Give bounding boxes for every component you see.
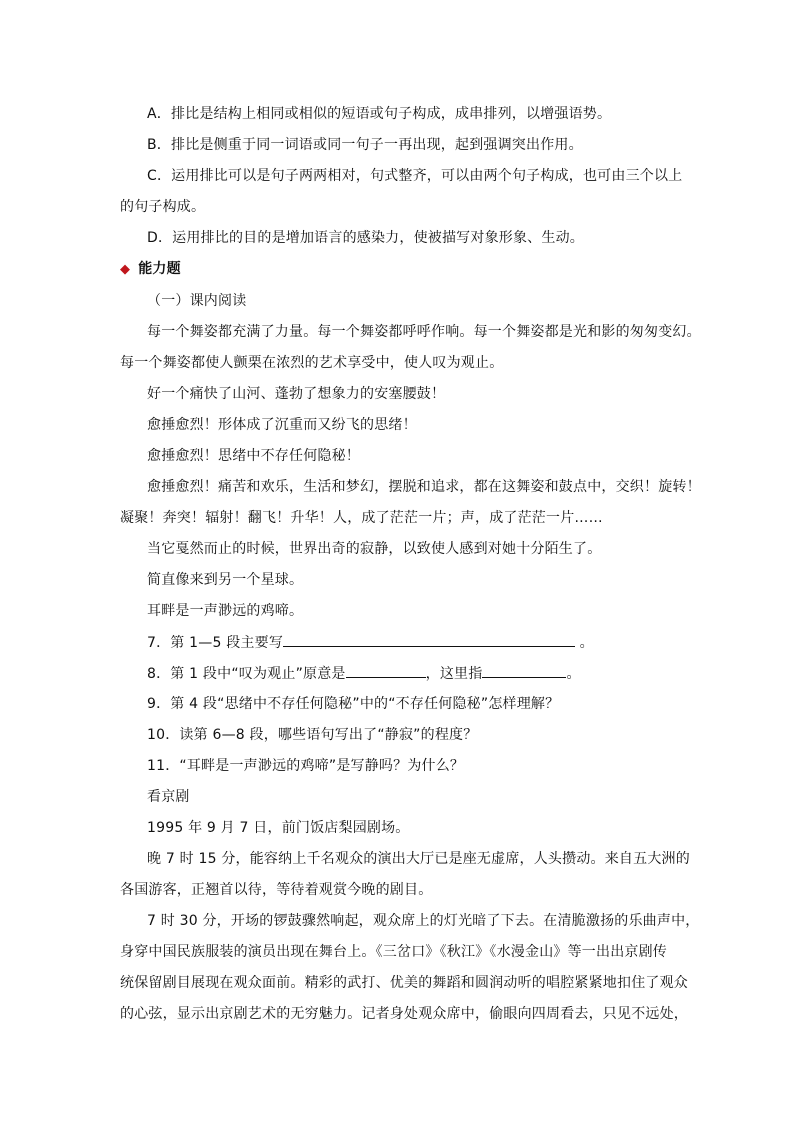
- passage1-p1-line1: 每一个舞姿都充满了力量。每一个舞姿都呼呼作响。每一个舞姿都是光和影的匆匆变幻。: [147, 324, 701, 340]
- diamond-icon: ◆: [120, 262, 131, 277]
- section-heading: [120, 259, 181, 280]
- question-8-text-c: 。: [566, 666, 581, 682]
- question-7-suffix: 。: [575, 635, 594, 651]
- passage1-p4: 愈捶愈烈！思绪中不存任何隐秘！: [147, 448, 360, 464]
- passage1-p8: 耳畔是一声渺远的鸡啼。: [147, 603, 304, 619]
- passage2-date: 1995 年 9 月 7 日，前门饭店梨园剧场。: [147, 820, 410, 836]
- passage2-p2-line2: 身穿中国民族服装的演员出现在舞台上。《三岔口》《秋江》《水漫金山》等一出出京剧传: [120, 944, 667, 960]
- choice-a: A．排比是结构上相同或相似的短语或句子构成，成串排列，以增强语势。: [147, 106, 612, 122]
- answer-blank-8b[interactable]: [482, 663, 566, 678]
- answer-blank-8a[interactable]: [346, 663, 426, 678]
- passage2-p2-line4: 的心弦，显示出京剧艺术的无穷魅力。记者身处观众席中，偷眼向四周看去，只见不远处，: [120, 1006, 688, 1022]
- question-9: 9．第 4 段“思绪中不存任何隐秘”中的“不存任何隐秘”怎样理解？: [147, 696, 560, 712]
- question-8: [147, 663, 581, 684]
- question-11: 11．“耳畔是一声渺远的鸡啼”是写静吗？为什么？: [147, 758, 465, 774]
- choice-b: B．排比是侧重于同一词语或同一句子一再出现，起到强调突出作用。: [147, 137, 583, 153]
- passage1-p5-line2: 凝聚！奔突！辐射！翻飞！升华！人，成了茫茫一片；声，成了茫茫一片……: [120, 510, 603, 526]
- passage1-p7: 简直像来到另一个星球。: [147, 572, 304, 588]
- passage1-p6: 当它戛然而止的时候，世界出奇的寂静，以致使人感到对她十分陌生了。: [147, 541, 602, 557]
- question-10: 10．读第 6—8 段，哪些语句写出了“静寂”的程度？: [147, 727, 478, 743]
- passage2-p1-line2: 各国游客，正翘首以待，等待着观赏今晚的剧目。: [120, 882, 433, 898]
- question-8-text-b: ，这里指: [425, 666, 483, 682]
- question-8-text-a: 8．第 1 段中“叹为观止”原意是: [147, 666, 346, 682]
- passage1-p2: 好一个痛快了山河、蓬勃了想象力的安塞腰鼓！: [147, 386, 446, 402]
- choice-c-line2: 的句子构成。: [120, 199, 206, 215]
- question-7-prefix: 7．第 1—5 段主要写: [147, 635, 284, 651]
- question-7: [147, 632, 594, 653]
- passage2-p1-line1: 晚 7 时 15 分，能容纳上千名观众的演出大厅已是座无虚席，人头攒动。来自五大洲的: [147, 851, 690, 867]
- choice-c-line1: C．运用排比可以是句子两两相对，句式整齐，可以由两个句子构成，也可由三个以上: [147, 168, 683, 184]
- passage1-p5-line1: 愈捶愈烈！痛苦和欢乐，生活和梦幻，摆脱和追求，都在这舞姿和鼓点中，交织！旋转！: [147, 479, 701, 495]
- passage2-p2-line3: 统保留剧目展现在观众面前。精彩的武打、优美的舞蹈和圆润动听的唱腔紧紧地扣住了观众: [120, 975, 688, 991]
- answer-blank-7[interactable]: [283, 632, 575, 647]
- passage1-p3: 愈捶愈烈！形体成了沉重而又纷飞的思绪！: [147, 417, 417, 433]
- passage2-p2-line1: 7 时 30 分，开场的锣鼓骤然响起，观众席上的灯光暗了下去。在清脆激扬的乐曲声中，: [147, 913, 700, 929]
- section-subtitle: （一）课内阅读: [147, 293, 247, 309]
- passage2-title: 看京剧: [147, 789, 190, 805]
- section-title: 能力题: [138, 261, 181, 277]
- choice-d: D．运用排比的目的是增加语言的感染力，使被描写对象形象、生动。: [147, 230, 584, 246]
- passage1-p1-line2: 每一个舞姿都使人颤栗在浓烈的艺术享受中，使人叹为观止。: [120, 355, 504, 371]
